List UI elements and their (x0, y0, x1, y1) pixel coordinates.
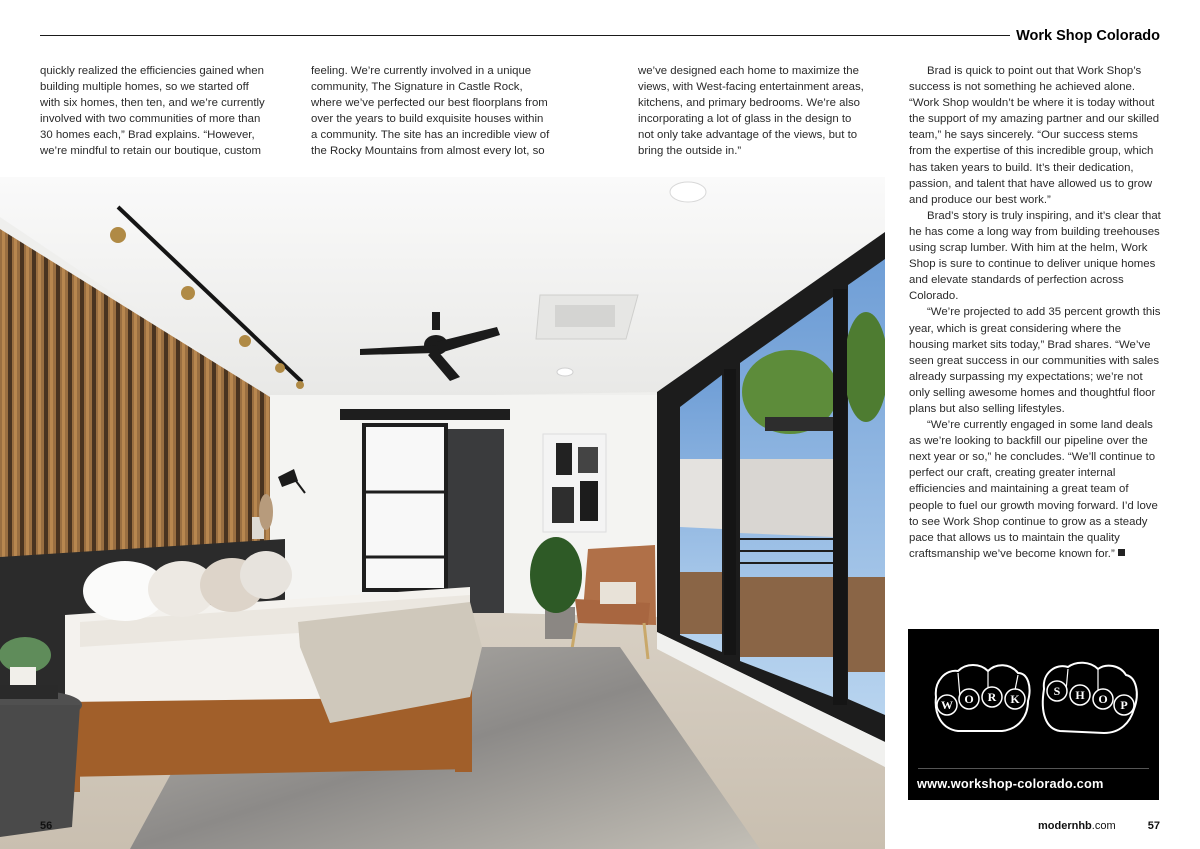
text-line: not only take advantage of the views, but to (638, 129, 858, 142)
logo-letter: H (1075, 688, 1085, 702)
text-line: the Rocky Mountains from almost every lot, so (311, 145, 545, 158)
end-of-article-mark (1118, 549, 1125, 556)
page-number-right: 57 (1147, 820, 1160, 832)
text-line: where we’ve perfected our best floorplans from (311, 97, 548, 110)
text-line: we’re mindful to retain our boutique, custom (40, 145, 261, 158)
text-line: building multiple homes, so we started off (40, 81, 249, 94)
text-line: 30 homes each,” Brad explains. “However, (40, 129, 255, 142)
header-rule (40, 35, 1010, 36)
text-column-1 (40, 63, 288, 160)
text-line: a community. The site has an incredible view of (311, 129, 550, 142)
text-column-4 (909, 63, 1163, 562)
paragraph-text: “We’re currently engaged in some land deals as we’re looking to backfill our pipeline over the next year or so,” he concludes. “We’ll continue to perfect our craft, creating greater internal efficiencies and maintaining a great team of people to fuel our growth moving forward. I’d love to see Work Shop continue to grow as a steady pace that allows us to maintain the quality craftsmanship we’ve become known for.” (909, 419, 1158, 560)
logo-letter: W (941, 698, 953, 712)
text-line: with six homes, then ten, and we’re currently (40, 97, 265, 110)
text-line: we’ve designed each home to maximize the (638, 65, 859, 77)
text-line: community, The Signature in Castle Rock, (311, 81, 523, 94)
logo-letter: R (987, 690, 997, 704)
text-column-2 (311, 63, 573, 160)
text-line: quickly realized the efficiencies gained when (40, 65, 264, 77)
text-line: feeling. We’re currently involved in a unique (311, 65, 532, 77)
paragraph: Brad is quick to point out that Work Shop’s success is not something he achieved alone. “Work Shop wouldn’t be where it is today without the support of my amazing partner and our skilled team,” he says sincerely. “Our success stems from the expertise of this incredible group, which has taken years to build. It’s their dedication, passion, and talent that have allowed us to grow and produce our best work.” (909, 65, 1160, 206)
logo-letter: K (1010, 692, 1020, 706)
text-line: over the years to build exquisite houses within (311, 113, 544, 126)
paragraph: “We’re projected to add 35 percent growth this year, which is great considering where the housing market sits today,” Brad shares. “We’ve seen great success in our communities with sales already surpassing my expectations; we’re not only selling awesome homes and thoughtful floor plans but also selling lifestyles. (909, 306, 1161, 415)
ad-website-link[interactable]: www.workshop-colorado.com (917, 776, 1104, 791)
bedroom-photo (0, 177, 885, 849)
logo-letter: O (964, 692, 974, 706)
footer-website (1038, 820, 1116, 832)
text-line: kitchens, and primary bedrooms. We’re also (638, 97, 861, 110)
logo-letter: O (1098, 692, 1108, 706)
workshop-advertisement[interactable] (908, 629, 1159, 800)
site-domain: .com (1091, 820, 1116, 832)
logo-letter: S (1053, 684, 1061, 698)
text-line: bring the outside in.” (638, 145, 742, 158)
text-line: incorporating a lot of glass in the design to (638, 113, 852, 126)
paragraph: Brad’s story is truly inspiring, and it’s clear that he has come a long way from building treehouses using scrap lumber. With him at the helm, Work Shop is sure to continue to deliver unique homes and elevate standards of perfection across Colorado. (909, 209, 1161, 303)
logo-letter: P (1120, 698, 1128, 712)
text-line: involved with two communities of more than (40, 113, 261, 126)
site-name: modernhb (1038, 820, 1092, 832)
page-number-left: 56 (40, 820, 53, 832)
text-column-3 (638, 63, 885, 160)
text-line: views, with West-facing entertainment areas, (638, 81, 864, 94)
workshop-fists-logo (908, 629, 1159, 769)
running-header-title: Work Shop Colorado (1016, 28, 1160, 44)
paragraph-last (909, 417, 1163, 562)
ad-divider (918, 768, 1149, 769)
